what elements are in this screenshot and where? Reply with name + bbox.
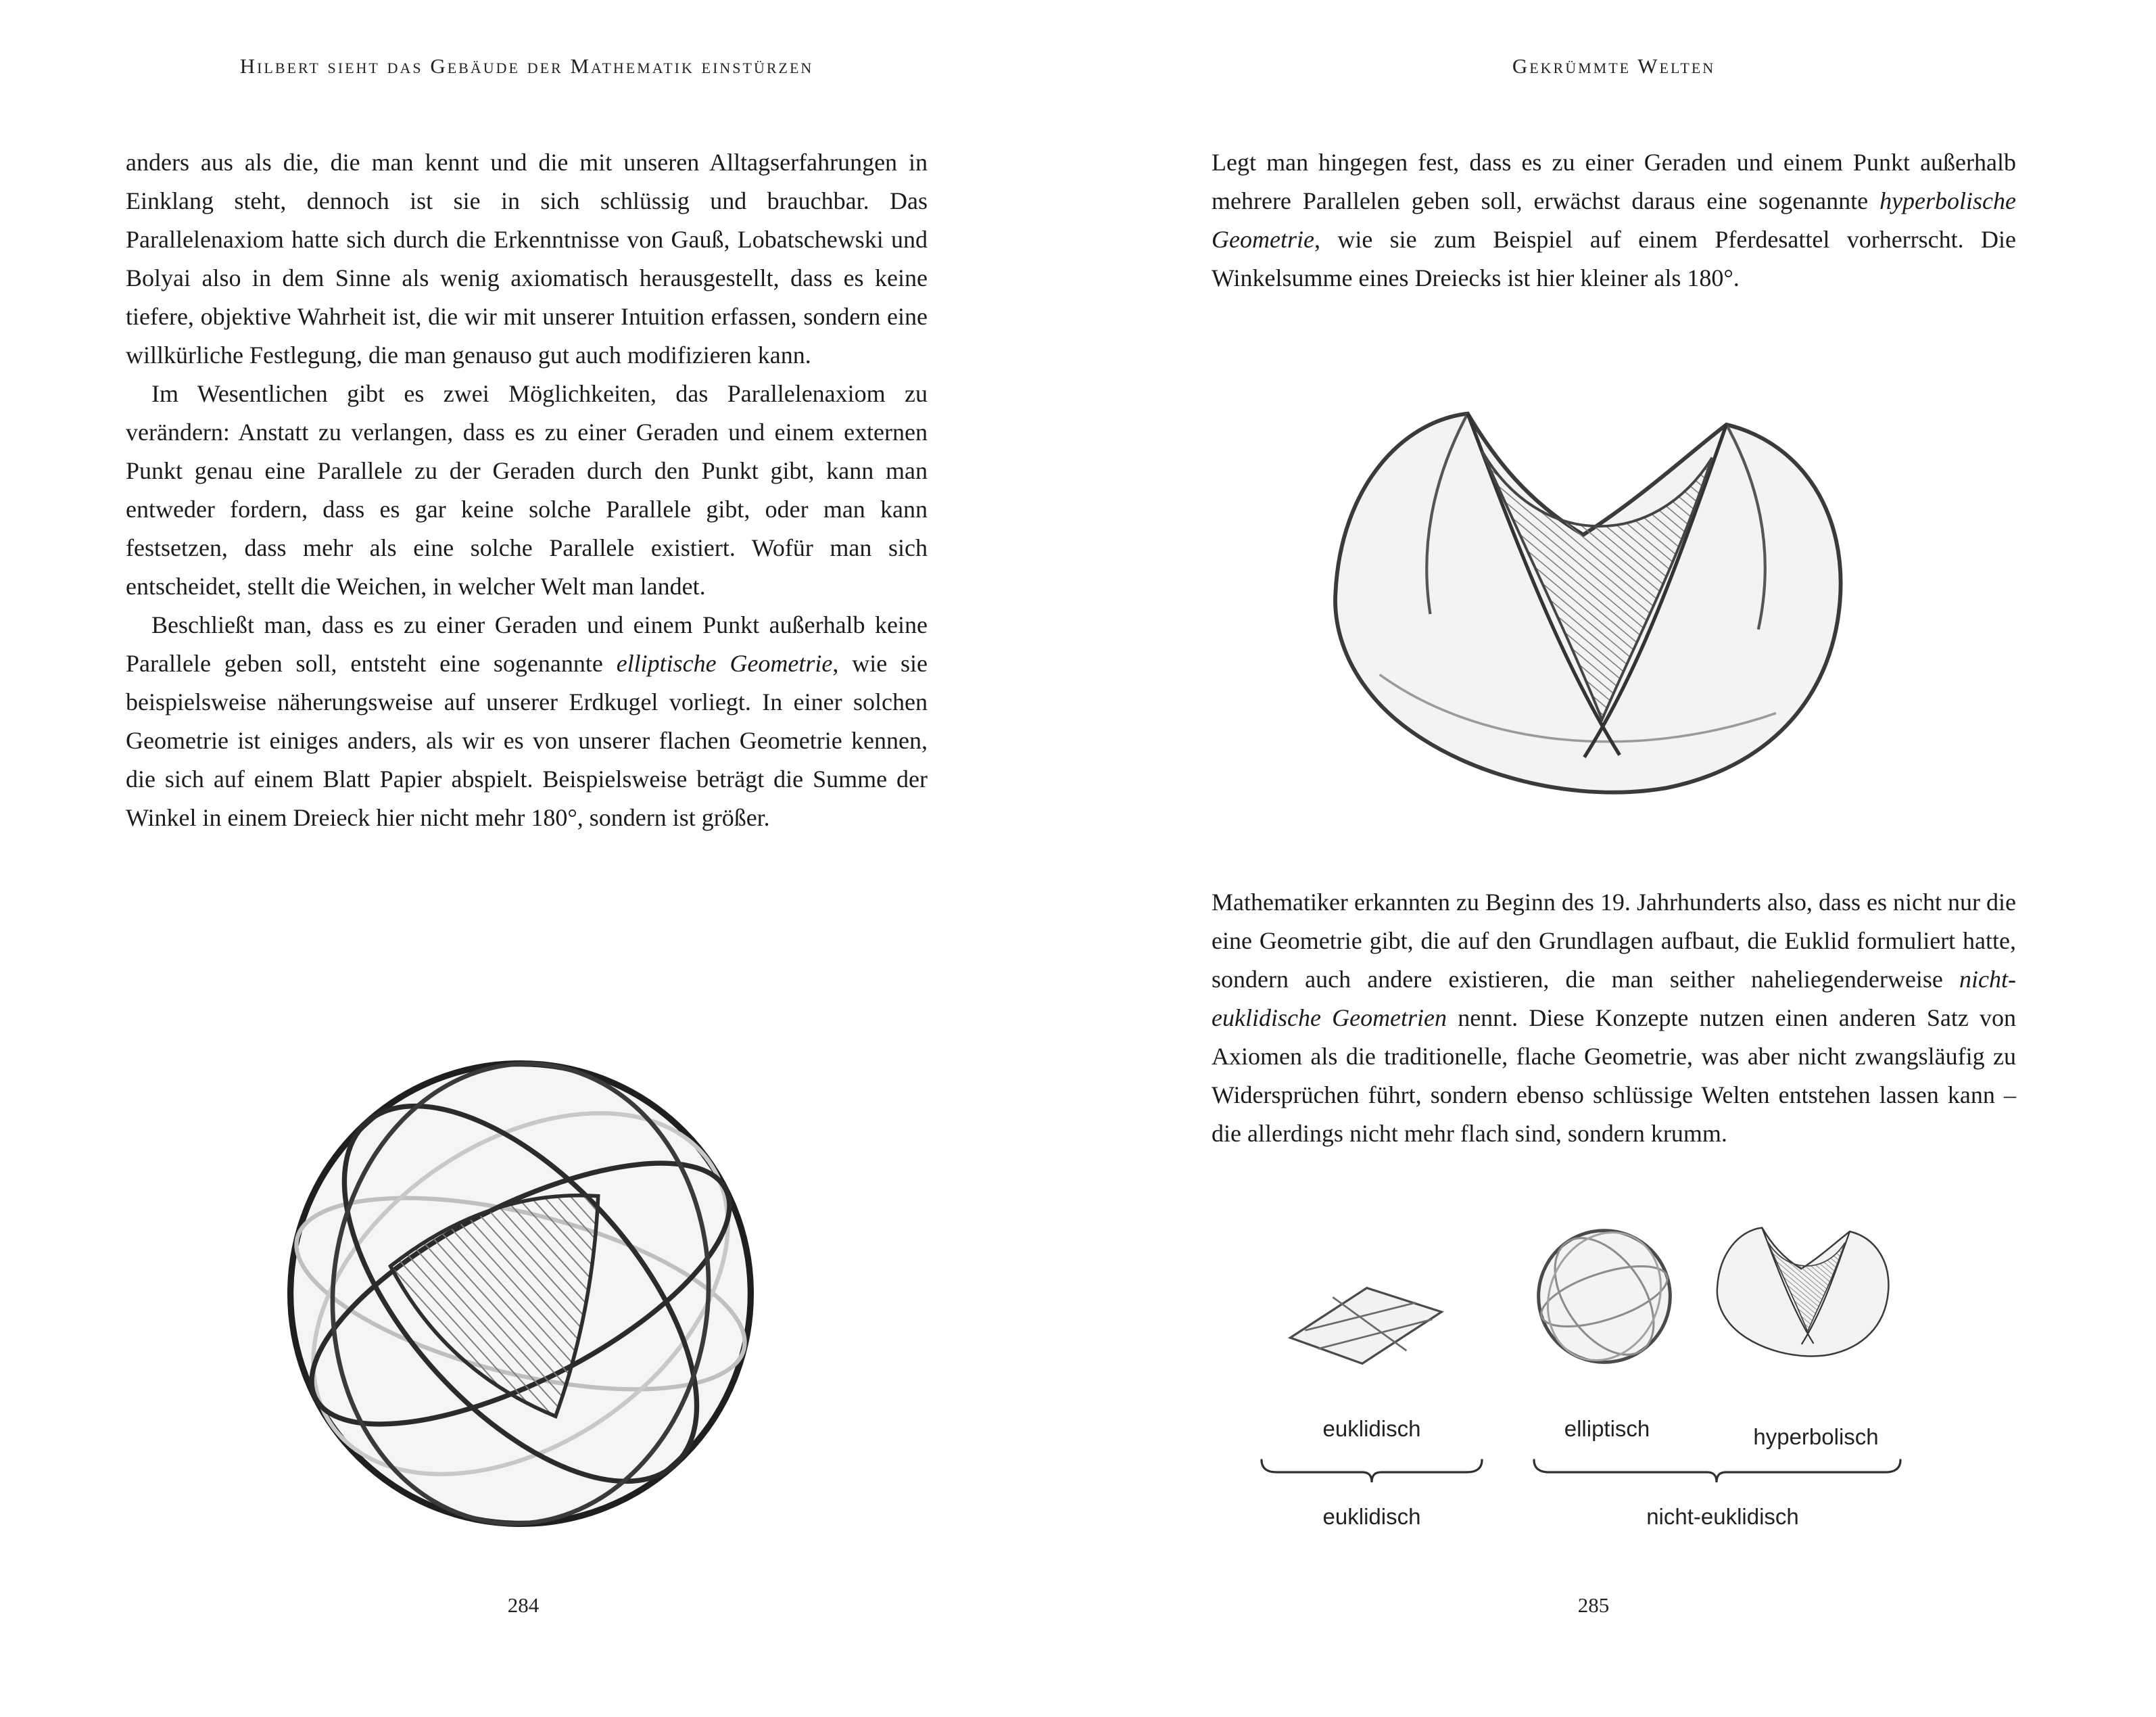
paragraph: [126, 375, 928, 606]
paragraph: [126, 606, 928, 837]
paragraph-text: Legt man hingegen fest, dass es zu einer Geraden und einem Punkt außerhalb mehrere Parallelen geben soll, erwächst daraus eine sogenannte: [1212, 149, 2016, 214]
underbrace-euclidean: [1260, 1458, 1484, 1485]
italic-term: hyperbolische Geometrie: [1212, 187, 2016, 253]
paragraph-text: Im Wesentlichen gibt es zwei Möglichkeiten, das Parallelenaxiom zu verändern: Anstatt zu verlangen, dass es zu einer Geraden und einem externen Punkt genau eine Parallele zu der Geraden durch den Punkt gibt, kann man entweder fordern, dass es gar keine solche Parallele gibt, oder man kann festsetzen, dass mehr als eine solche Parallele existiert. Wofür man sich entscheidet, stellt die Weichen, in welcher Welt man landet.: [126, 380, 928, 600]
right-text-column-top: [1212, 143, 2016, 298]
euclidean-plane-icon: [1241, 1271, 1489, 1373]
plane-outline: [1291, 1288, 1442, 1364]
saddle-label: hyperbolisch: [1753, 1424, 1879, 1449]
sphere-illustration: [270, 1043, 771, 1544]
paragraph-text: Mathematiker erkannten zu Beginn des 19. Jahrhunderts also, dass es nicht nur die eine Geometrie gibt, die auf den Grundlagen aufbaut, die Euklid formuliert hatte, sondern auch andere existieren, die man seither naheliegenderweise: [1212, 889, 2016, 993]
paragraph-text: anders aus als die, die man kennt und die mit unseren Alltagserfahrungen in Einklang steht, dennoch ist sie in sich schlüssig und brauchbar. Das Parallelenaxiom hatte sich durch die Erkenntnisse von Gauß, Lobatschewski und Bolyai also in dem Sinne als wenig axiomatisch herausgestellt, dass es keine tiefere, objektive Wahrheit ist, die wir mit unserer Intuition erfassen, sondern eine willkürliche Festlegung, die man genauso gut auch modifizieren kann.: [126, 149, 928, 369]
left-page-number: 284: [507, 1593, 540, 1617]
right-page-number: 285: [1577, 1593, 1610, 1617]
brace-path: [1262, 1460, 1482, 1482]
non-euclidean-group-label: nicht-euklidisch: [1646, 1504, 1799, 1529]
italic-term: elliptische Geometrie: [616, 650, 833, 677]
paragraph-text: nennt. Diese Konzepte nutzen einen anderen Satz von Axiomen als die traditionelle, flache Geometrie, was aber nicht zwangsläufig zu Widersprüchen führt, sondern ebenso schlüssige Welten entstehen lassen kann – die allerdings nicht mehr flach sind, sondern krumm.: [1212, 1004, 2016, 1147]
brace-path: [1534, 1460, 1900, 1482]
saddle-illustration: [1288, 383, 1890, 845]
paragraph-text: , wie sie zum Beispiel auf einem Pferdesattel vorherrscht. Die Winkelsumme eines Dreiecks ist hier kleiner als 180°.: [1212, 226, 2016, 291]
left-text-column: [126, 143, 928, 837]
elliptic-sphere-icon: [1533, 1225, 1675, 1367]
underbrace-non-euclidean: [1532, 1458, 1902, 1485]
plane-label: euklidisch: [1322, 1416, 1421, 1441]
euclidean-group-label: euklidisch: [1322, 1504, 1421, 1529]
saddle-drawing: [1288, 383, 1890, 845]
right-text-column-bottom: [1212, 883, 2016, 1153]
paragraph-text: , wie sie beispielsweise näherungsweise auf unserer Erdkugel vorliegt. In einer solchen Geometrie ist einiges anders, als wir es von unserer flachen Geometrie kennen, die sich auf einem Blatt Papier abspielt. Beispielsweise beträgt die Summe der Winkel in einem Dreieck hier nicht mehr 180°, sondern ist größer.: [126, 650, 928, 831]
sphere-outline: [1539, 1231, 1671, 1363]
paragraph-text: Beschließt man, dass es zu einer Geraden und einem Punkt außerhalb keine Parallele geben soll, entsteht eine sogenannte: [126, 611, 928, 677]
left-running-head: Hilbert sieht das Gebäude der Mathematik einstürzen: [239, 54, 814, 78]
paragraph: [126, 143, 928, 375]
hyperbolic-saddle-icon: [1705, 1217, 1901, 1374]
paragraph: [1212, 143, 2016, 298]
italic-term: nicht-euklidische Geometrien: [1212, 966, 2016, 1031]
sphere-label: elliptisch: [1564, 1416, 1650, 1441]
paragraph: [1212, 883, 2016, 1153]
right-running-head: Gekrümmte Welten: [1512, 54, 1716, 78]
sphere-drawing: [270, 1043, 771, 1544]
